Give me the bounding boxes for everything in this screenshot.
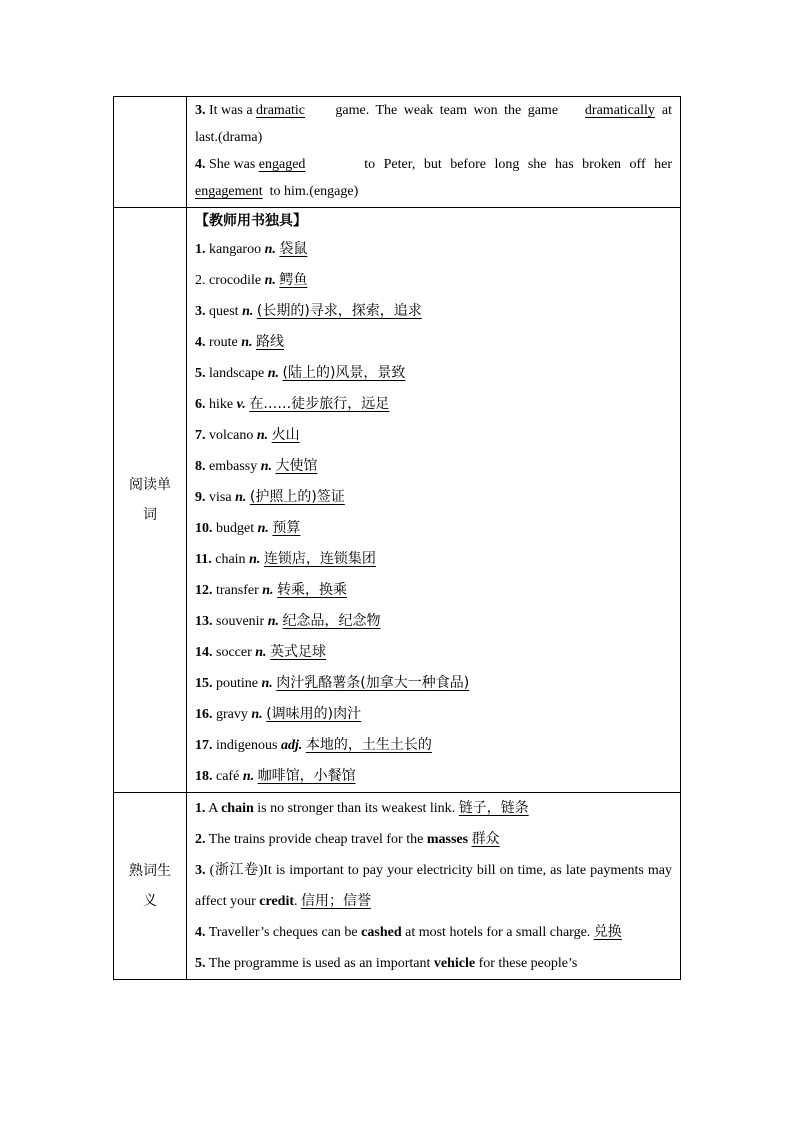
meaning-answer: 大使馆: [275, 458, 318, 474]
meaning-answer: 连锁店，连锁集团: [263, 551, 376, 567]
item-number: 1.: [195, 242, 206, 257]
item-number: 10.: [195, 521, 213, 536]
item-number: 2.: [195, 273, 206, 288]
part-of-speech: n.: [251, 707, 263, 722]
answer-blank: dramatically: [584, 103, 655, 118]
part-of-speech: n.: [256, 428, 269, 443]
meaning-answer: 兑换: [593, 924, 622, 940]
list-item: [195, 358, 672, 389]
item-number: 12.: [195, 583, 213, 598]
vocabulary-table: [113, 96, 681, 980]
item-number: 11.: [195, 552, 212, 567]
word-text: hike: [209, 397, 234, 412]
part-of-speech: n.: [262, 583, 274, 598]
sentence-text: to him.(engage): [269, 184, 359, 199]
list-item: [195, 855, 672, 917]
part-of-speech: n.: [249, 552, 261, 567]
word-text: café: [216, 769, 240, 784]
sentence-text: .: [294, 894, 298, 909]
meaning-answer: 预算: [272, 520, 301, 536]
list-item: [195, 420, 672, 451]
sentence-text: to Peter, but before long she has broken off her: [364, 157, 672, 172]
item-number: 15.: [195, 676, 213, 691]
word-text: route: [209, 335, 238, 350]
word-formation-cell: [187, 97, 681, 208]
item-number: 17.: [195, 738, 213, 753]
answer-blank: engaged: [258, 157, 306, 172]
part-of-speech: n.: [264, 273, 276, 288]
word-text: indigenous: [216, 738, 278, 753]
part-of-speech: n.: [242, 304, 254, 319]
item-number: 3.: [195, 863, 206, 878]
list-item: [195, 637, 672, 668]
meaning-answer: 纪念品，纪念物: [282, 613, 381, 629]
list-item: [195, 575, 672, 606]
word-text: souvenir: [216, 614, 265, 629]
word-text: crocodile: [209, 273, 262, 288]
sentence-text: A: [208, 801, 218, 816]
meaning-answer: 火山: [271, 427, 300, 443]
sentence-text: at most hotels for a small charge.: [405, 925, 591, 940]
word-text: embassy: [209, 459, 258, 474]
sentence-text: Traveller’s cheques can be: [208, 925, 358, 940]
list-item: [195, 265, 672, 296]
part-of-speech: n.: [267, 366, 279, 381]
item-number: 18.: [195, 769, 213, 784]
part-of-speech: n.: [235, 490, 247, 505]
key-word: credit: [259, 894, 294, 909]
key-word: masses: [426, 832, 469, 847]
item-number: 16.: [195, 707, 213, 722]
answer-blank: engagement: [195, 184, 263, 199]
key-word: chain: [221, 801, 254, 816]
teacher-book-header: 【教师用书独具】: [195, 213, 307, 229]
item-number: 6.: [195, 397, 206, 412]
word-text: poutine: [216, 676, 258, 691]
list-item: [195, 761, 672, 792]
sentence-text: She was: [209, 157, 256, 172]
meaning-answer: 链子，链条: [458, 800, 529, 816]
list-item: [195, 824, 672, 855]
list-item: [195, 296, 672, 327]
item-number: 7.: [195, 428, 206, 443]
meaning-answer: 英式足球: [270, 644, 327, 660]
list-item: [195, 389, 672, 420]
key-word: vehicle: [433, 956, 476, 971]
item-number: 4.: [195, 925, 206, 940]
list-item: [195, 234, 672, 265]
sentence-text: for these people’s: [478, 956, 578, 971]
part-of-speech: n.: [257, 521, 269, 536]
sentence-text: at: [661, 103, 672, 118]
meaning-answer: (长期的)寻求，探索，追求: [256, 303, 422, 319]
word-text: gravy: [216, 707, 248, 722]
table-row: [114, 793, 681, 980]
word-text: kangaroo: [209, 242, 262, 257]
list-item: [195, 327, 672, 358]
part-of-speech: n.: [261, 676, 273, 691]
item-number: 14.: [195, 645, 213, 660]
item-number: 4.: [195, 335, 206, 350]
meaning-answer: (调味用的)肉汁: [266, 706, 362, 722]
key-word: cashed: [361, 925, 402, 940]
sentence-text: The programme is used as an important: [208, 956, 431, 971]
list-item: [195, 668, 672, 699]
word-text: soccer: [216, 645, 252, 660]
sentence-text: is no stronger than its weakest link.: [257, 801, 456, 816]
part-of-speech: n.: [255, 645, 267, 660]
item-number: 5.: [195, 956, 206, 971]
table-row: [114, 97, 681, 208]
item-number: 3.: [195, 103, 206, 118]
word-text: quest: [209, 304, 239, 319]
item-number: 8.: [195, 459, 206, 474]
item-number: 4.: [195, 157, 206, 172]
meaning-answer: (陆上的)风景，景致: [282, 365, 406, 381]
item-number: 13.: [195, 614, 213, 629]
item-3: [195, 97, 672, 151]
reading-word-list: [195, 234, 672, 792]
meaning-answer: 咖啡馆，小餐馆: [257, 768, 356, 784]
sentence-text: The trains provide cheap travel for the: [208, 832, 424, 847]
word-text: chain: [215, 552, 246, 567]
familiar-word-list: [195, 793, 672, 979]
list-item: [195, 917, 672, 948]
meaning-answer: (护照上的)签证: [249, 489, 345, 505]
meaning-answer: 本地的，土生土长的: [305, 737, 432, 753]
familiar-words-label: [114, 793, 187, 980]
item-number: 3.: [195, 304, 206, 319]
sentence-text: (浙江卷)It is important to pay your electricity bill on time, as late payments may affect your: [195, 863, 673, 909]
part-of-speech: v.: [236, 397, 246, 412]
list-item: [195, 544, 672, 575]
item-4: [195, 151, 672, 205]
part-of-speech: n.: [241, 335, 253, 350]
part-of-speech: n.: [242, 769, 255, 784]
meaning-answer: 群众: [471, 831, 500, 847]
meaning-answer: 路线: [256, 334, 285, 350]
list-item: [195, 948, 672, 979]
part-of-speech: adj.: [280, 738, 303, 753]
list-item: [195, 730, 672, 761]
part-of-speech: n.: [264, 242, 276, 257]
familiar-words-cell: [187, 793, 681, 980]
meaning-answer: 在……徒步旅行，远足: [249, 396, 390, 412]
meaning-answer: 鳄鱼: [279, 272, 308, 288]
item-number: 1.: [195, 801, 206, 816]
list-item: [195, 699, 672, 730]
item-number: 5.: [195, 366, 206, 381]
part-of-speech: n.: [260, 459, 273, 474]
sentence-text: last.(drama): [195, 130, 263, 145]
word-text: landscape: [209, 366, 265, 381]
sentence-text: game. The weak team won the game: [335, 103, 559, 118]
meaning-answer: 肉汁乳酪薯条(加拿大一种食品): [276, 675, 470, 691]
list-item: [195, 606, 672, 637]
item-number: 9.: [195, 490, 206, 505]
empty-label-cell: [114, 97, 187, 208]
reading-words-cell: [187, 208, 681, 793]
meaning-answer: 转乘，换乘: [277, 582, 348, 598]
word-text: volcano: [209, 428, 254, 443]
sentence-text: It was a: [209, 103, 253, 118]
word-text: transfer: [216, 583, 259, 598]
list-item: [195, 482, 672, 513]
list-item: [195, 451, 672, 482]
answer-blank: dramatic: [256, 103, 306, 118]
reading-words-label: [114, 208, 187, 793]
word-text: budget: [216, 521, 255, 536]
meaning-answer: 信用；信誉: [301, 893, 371, 909]
label-text: 熟词生义: [129, 863, 171, 909]
list-item: [195, 513, 672, 544]
list-item: [195, 793, 672, 824]
label-text: 阅读单词: [129, 477, 171, 523]
item-number: 2.: [195, 832, 206, 847]
word-text: visa: [209, 490, 232, 505]
table-row: [114, 208, 681, 793]
meaning-answer: 袋鼠: [279, 241, 308, 257]
part-of-speech: n.: [267, 614, 280, 629]
